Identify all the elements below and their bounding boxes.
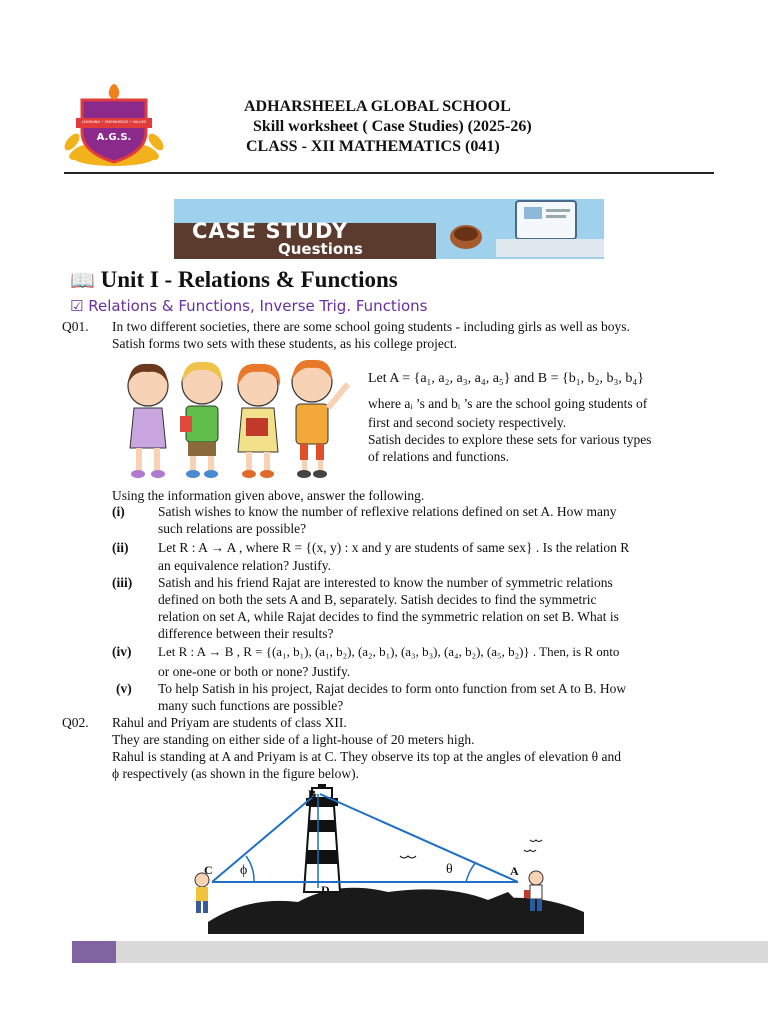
part-label: (iv)	[112, 644, 132, 659]
q1-sets: Let A = {a₁, a₂, a₃, a₄, a₅} and B = {b₁, b₂, b₃, b₄}	[368, 371, 644, 386]
point-d-label: D	[321, 883, 330, 897]
q2-text: Rahul and Priyam are students of class XII.	[112, 715, 347, 730]
q1-intro: In two different societies, there are some school going students - including girls as well as boys.	[112, 319, 630, 334]
header-divider	[64, 172, 714, 174]
part-label: (i)	[112, 504, 125, 519]
students-illustration	[118, 356, 358, 484]
angle-phi-label: ϕ	[240, 863, 248, 878]
point-c-label: C	[204, 863, 213, 877]
footer-bar	[72, 941, 768, 963]
part-text: many such functions are possible?	[158, 698, 344, 713]
q1-desc: of relations and functions.	[368, 449, 509, 464]
q2-text: ϕ respectively (as shown in the figure below).	[112, 766, 360, 781]
banner-title: CASE STUDY	[192, 219, 349, 243]
banner-subtitle: Questions	[278, 240, 363, 258]
q1-intro: Satish forms two sets with these students, as his college project.	[112, 336, 457, 351]
q1-number: Q01.	[62, 319, 89, 334]
part-text: an equivalence relation? Justify.	[158, 558, 332, 573]
class-subject: CLASS - XII MATHEMATICS (041)	[246, 138, 500, 155]
part-text: such relations are possible?	[158, 521, 307, 536]
worksheet-title: Skill worksheet ( Case Studies) (2025-26)	[253, 118, 532, 135]
angle-theta-label: θ	[446, 862, 453, 877]
part-text: defined on both the sets A and B, separately. Satish decides to find the symmetric	[158, 592, 597, 607]
q2-text: Rahul is standing at A and Priyam is at C. They observe its top at the angles of elevation θ and	[112, 749, 622, 764]
q1-desc: Satish decides to explore these sets for various types	[368, 432, 652, 447]
logo-text: A.G.S.	[96, 132, 132, 143]
part-text: To help Satish in his project, Rajat decides to form onto function from set A to B. How	[158, 681, 627, 696]
q1-desc: where aᵢ ’s and bᵢ ’s are the school going students of	[368, 396, 648, 411]
school-name: ADHARSHEELA GLOBAL SCHOOL	[244, 98, 511, 115]
open-book-icon: 📖	[70, 268, 95, 292]
lighthouse-figure	[188, 784, 588, 936]
part-text: relation on set A, while Rajat decides to find the symmetric relation on set B. What is	[158, 609, 619, 624]
school-logo	[62, 82, 166, 168]
case-study-banner	[174, 199, 604, 259]
part-text: Satish wishes to know the number of reflexive relations defined on set A. How many	[158, 504, 617, 519]
part-label: (iii)	[112, 575, 133, 590]
q2-number: Q02.	[62, 715, 89, 730]
part-label: (v)	[116, 681, 132, 696]
q2-text: They are standing on either side of a light-house of 20 meters high.	[112, 732, 475, 747]
point-a-label: A	[510, 864, 519, 878]
unit-title: Unit I - Relations & Functions	[100, 267, 398, 292]
part-label: (ii)	[112, 540, 129, 555]
part-text: or one-one or both or none? Justify.	[158, 664, 351, 679]
unit-heading	[70, 267, 398, 293]
logo-motto: LEARNING • KNOWLEDGE • VALUES	[81, 120, 147, 124]
topics-text: Relations & Functions, Inverse Trig. Functions	[88, 297, 428, 315]
part-text: Satish and his friend Rajat are interested to know the number of symmetric relations	[158, 575, 613, 590]
q1-desc: first and second society respectively.	[368, 415, 567, 430]
q1-prompt: Using the information given above, answer the following.	[112, 488, 425, 503]
footer-accent	[72, 941, 116, 963]
checkbox-icon: ☑	[70, 297, 84, 315]
part-text: difference between their results?	[158, 626, 334, 641]
point-b-label: B	[308, 787, 317, 801]
part-text: Let R : A → A , where R = {(x, y) : x and y are students of same sex} . Is the relation R	[158, 540, 630, 555]
topics-line	[70, 297, 428, 315]
part-text: Let R : A → B , R = {(a₁, b₁), (a₁, b₂), (a₂, b₁), (a₃, b₃), (a₄, b₂), (a₅, b₂)} . Then, is R onto	[158, 644, 620, 659]
